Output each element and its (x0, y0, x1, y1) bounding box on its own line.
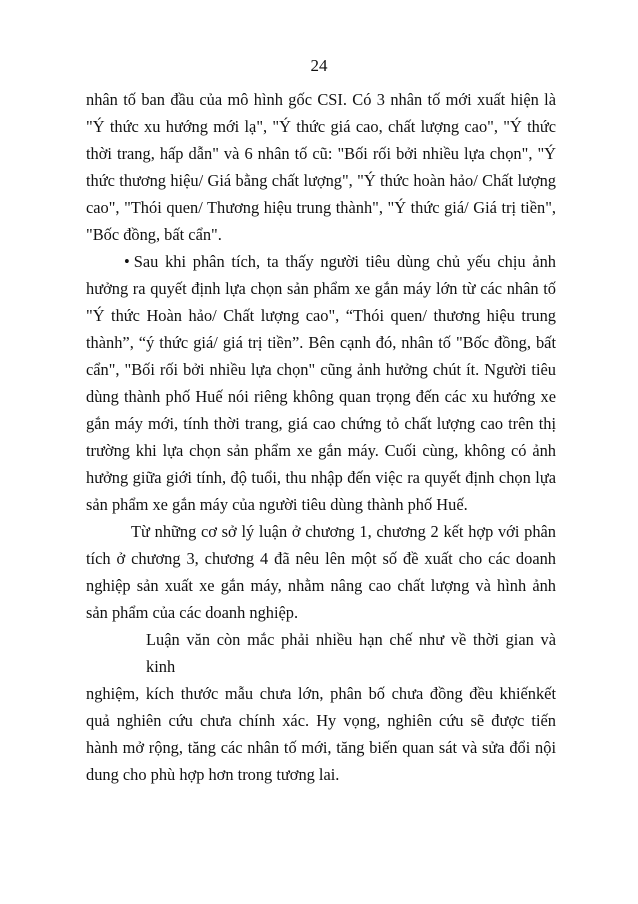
paragraph-2-bullet (86, 248, 556, 518)
text-line: tích ở chương 3, chương 4 đã nêu lên một số đề xuất cho các doanh (86, 549, 556, 568)
paragraph-1 (86, 86, 556, 248)
text-line: hưởng ra quyết định lựa chọn sản phẩm xe gắn máy lớn từ các nhân tố (86, 279, 556, 298)
text-line (86, 248, 556, 275)
page-number: 24 (310, 56, 328, 75)
text-line: nghiệp sản xuất xe gắn máy, nhằm nâng cao chất lượng và hình ảnh (86, 576, 556, 595)
text-line: thành”, “ý thức giá/ giá trị tiền”. Bên cạnh đó, nhân tố "Bốc đồng, bất (86, 333, 556, 352)
text-line: dùng thành phố Huế nói riêng không quan trọng đến các xu hướng xe (86, 387, 556, 406)
text-line: "Bốc đồng, bất cẩn". (86, 225, 222, 244)
text-line: "Ý thức Hoàn hảo/ Chất lượng cao", “Thói quen/ thương hiệu trung (86, 306, 556, 325)
text-line: gắn máy mới, tính thời trang, giá cao chứng tỏ chất lượng cao trên thị (86, 414, 556, 433)
text-line: cẩn", "Bối rối bởi nhiều lựa chọn" cũng ảnh hưởng chút ít. Người tiêu (86, 360, 556, 379)
text-line: nhân tố ban đầu của mô hình gốc CSI. Có 3 nhân tố mới xuất hiện là (86, 90, 556, 109)
paragraph-3 (86, 518, 556, 626)
text-line: Luận văn còn mắc phải nhiều hạn chế như về thời gian và kinh (146, 630, 556, 676)
text-line: Từ những cơ sở lý luận ở chương 1, chương 2 kết hợp với phân (131, 522, 556, 541)
bullet-marker: • (124, 252, 130, 271)
text-line: thức thương hiệu/ Giá bằng chất lượng", "Ý thức hoàn hảo/ Chất lượng (86, 171, 556, 190)
text-line: quả nghiên cứu chưa chính xác. Hy vọng, nghiên cứu sẽ được tiến (86, 711, 556, 730)
text-line: sản phẩm của các doanh nghiệp. (86, 603, 299, 622)
paragraph-4 (86, 626, 556, 788)
text-line: "Ý thức xu hướng mới lạ", "Ý thức giá cao, chất lượng cao", "Ý thức (86, 117, 556, 136)
text-line: sản phẩm xe gắn máy của người tiêu dùng thành phố Huế. (86, 495, 468, 514)
bullet-text: Sau khi phân tích, ta thấy người tiêu dùng chủ yếu chịu ảnh (133, 252, 556, 271)
text-line: thời trang, hấp dẫn" và 6 nhân tố cũ: "Bối rối bởi nhiều lựa chọn", "Ý (86, 144, 556, 163)
text-line: cao", "Thói quen/ Thương hiệu trung thành", "Ý thức giá/ Giá trị tiền", (86, 198, 556, 217)
body-text (86, 86, 556, 788)
text-line: trường khi lựa chọn sản phẩm xe gắn máy. Cuối cùng, không có ảnh (86, 441, 556, 460)
text-line: hành mở rộng, tăng các nhân tố mới, tăng biến quan sát và sửa đổi nội (86, 738, 556, 757)
text-line: dung cho phù hợp hơn trong tương lai. (86, 765, 340, 784)
text-line: hưởng giữa giới tính, độ tuổi, thu nhập đến việc ra quyết định chọn lựa (86, 468, 556, 487)
text-line: nghiệm, kích thước mẫu chưa lớn, phân bố chưa đồng đều khiếnkết (86, 684, 556, 703)
